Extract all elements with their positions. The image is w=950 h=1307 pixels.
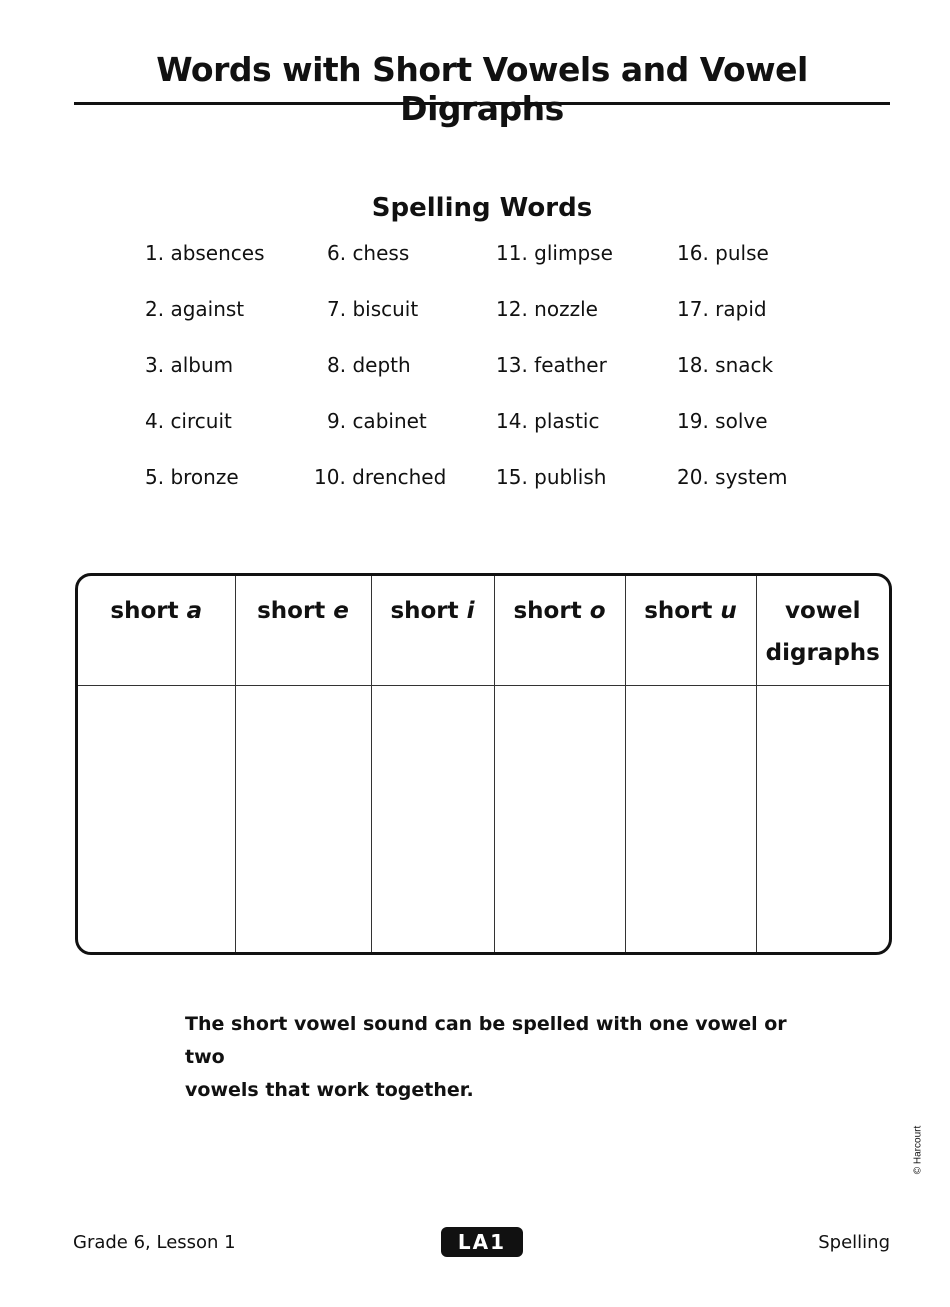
spelling-word: 6. chess [327,241,410,265]
title-underline [74,102,890,105]
spelling-word: 3. album [145,353,234,377]
spelling-word: 16. pulse [677,241,769,265]
word-column-3 [496,236,613,516]
spelling-word: 14. plastic [496,409,600,433]
spelling-word: 4. circuit [145,409,232,433]
word-column-2 [314,236,474,516]
spelling-word: 18. snack [677,353,774,377]
answer-cell-short-i[interactable] [371,686,494,953]
header-short-e: short e [235,576,371,686]
answer-cell-short-u[interactable] [625,686,756,953]
footer-grade-lesson: Grade 6, Lesson 1 [73,1232,236,1253]
spelling-words-heading: Spelling Words [371,193,593,223]
spelling-word: 20. system [677,465,788,489]
spelling-word: 7. biscuit [327,297,419,321]
footer-subject: Spelling [818,1232,890,1253]
spelling-word: 19. solve [677,409,768,433]
answer-cell-vowel-digraphs[interactable] [756,686,889,953]
header-short-a: short a [78,576,235,686]
answer-cell-short-e[interactable] [235,686,371,953]
spelling-word: 15. publish [496,465,607,489]
copyright-notice: © Harcourt [912,1125,924,1175]
header-vowel-digraphs: vowel digraphs [756,576,889,686]
word-column-4 [677,236,787,516]
word-column-1 [145,236,265,516]
spelling-rule: The short vowel sound can be spelled with one vowel or two vowels that work together. [185,1013,787,1101]
header-short-o: short o [494,576,625,686]
spelling-word: 9. cabinet [327,409,427,433]
spelling-word: 5. bronze [145,465,239,489]
spelling-word: 12. nozzle [496,297,598,321]
spelling-word: 13. feather [496,353,607,377]
spelling-word: 1. absences [145,241,265,265]
page-title: Words with Short Vowels and Vowel Digraphs [156,50,808,128]
spelling-word: 10. drenched [314,465,447,489]
footer-page-badge: LA1 [441,1227,523,1257]
answer-cell-short-o[interactable] [494,686,625,953]
spelling-word: 17. rapid [677,297,767,321]
spelling-word: 11. glimpse [496,241,613,265]
word-sort-table [75,573,892,955]
header-short-i: short i [371,576,494,686]
spelling-word: 2. against [145,297,245,321]
header-short-u: short u [625,576,756,686]
answer-cell-short-a[interactable] [78,686,235,953]
spelling-word: 8. depth [327,353,411,377]
